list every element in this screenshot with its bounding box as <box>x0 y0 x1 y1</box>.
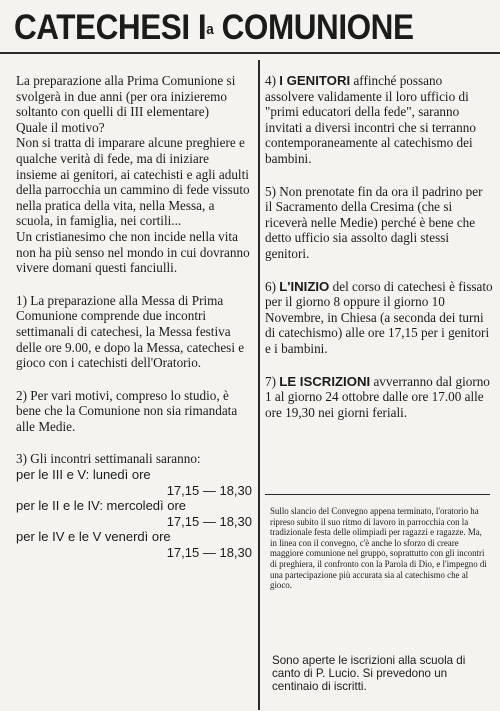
schedule-time: 17,15 — 18,30 <box>166 482 252 498</box>
schedule-label: per le IV e le V venerdì ore <box>16 529 171 545</box>
left-column <box>16 73 252 561</box>
schedule-label: per le II e le IV: mercoledì ore <box>16 498 187 514</box>
item-2: 2) Per vari motivi, compreso lo studio, è bene che la Comunione non sia rimandata alle Medie. <box>16 387 238 434</box>
schedule-time: 17,15 — 18,30 <box>166 545 252 561</box>
item-7: 7) LE ISCRIZIONI avverranno dal giorno 1 al giorno 24 ottobre dalle ore 17.00 alle ore 19,30 nei giorni feriali. <box>265 373 490 420</box>
item-5: 5) Non prenotate fin da ora il padrino per il Sacramento della Cresima (che si riceverà nelle Medie) perché è bene che detto ufficio sia assolto dagli stessi genitori. <box>265 183 483 261</box>
schedule-time-row <box>16 483 252 499</box>
column-divider <box>258 60 260 710</box>
news-box: Sullo slancio del Convegno appena terminato, l'oratorio ha ripreso subito il suo ritmo di lavoro in parrocchia con la tradizionale festa delle olimpiadi per ragazzi e ragazze. Ma, in linea con il convegno, c'è anche lo sforzo di creare maggiore comunione nel gruppo, soprattutto con gli incontri di preghiera, il confronto con la Parola di Dio, e l'impegno di una partecipazione più accurata sia al catechismo che al gioco. <box>270 506 487 591</box>
schedule-time-row <box>16 514 252 530</box>
schedule-list <box>16 467 252 561</box>
intro-text: La preparazione alla Prima Comunione si svolgerà in due anni (per ora inizieremo soltanto con quelli di III elementare) <box>16 73 236 120</box>
right-column <box>265 73 493 420</box>
box-divider <box>265 494 490 495</box>
schedule-label: per le III e V: lunedì ore <box>16 467 151 483</box>
item-6: 6) L'INIZIO del corso di catechesi è fissato per il giorno 8 oppure il giorno 10 Novembre, in Chiesa (a seconda dei turni di catechismo) alle ore 17,15 per i genitori e i bambini. <box>265 278 493 356</box>
paragraph-1: Non si tratta di imparare alcune preghiere e qualche verità di fede, ma di iniziare insieme ai genitori, ai catechisti e agli adulti della parrocchia un cammino di fede vissuto nella pratica della vita, nella Messa, a scuola, in famiglia, nei cortili... <box>16 135 250 229</box>
choir-notice: Sono aperte le iscrizioni alla scuola di canto di P. Lucio. Si prevedono un centinaio di iscritti. <box>272 654 466 693</box>
question-text: Quale il motivo? <box>16 119 105 135</box>
paragraph-2: Un cristianesimo che non incide nella vita non ha più senso nel mondo in cui dovranno vivere domani questi fanciulli. <box>16 228 250 276</box>
item-6-heading: L'INIZIO <box>279 278 330 294</box>
item-7-heading: LE ISCRIZIONI <box>279 373 371 389</box>
schedule-time-row <box>16 545 252 561</box>
page-title: CATECHESI $I^a$ COMUNIONE <box>14 8 414 47</box>
item-4-heading: I GENITORI <box>279 73 351 88</box>
item-3: 3) Gli incontri settimanali saranno: <box>16 451 201 467</box>
item-4: 4) I GENITORI affinché possano assolvere validamente il loro ufficio di "primi educatori della fede", saranno invitati a diversi incontri che si terranno contemporaneamente al catechismo dei bambini. <box>265 73 476 166</box>
schedule-time: 17,15 — 18,30 <box>166 513 252 529</box>
item-1: 1) La preparazione alla Messa di Prima Comunione comprende due incontri settimanali di catechesi, la Messa festiva delle ore 9.00, e dopo la Messa, catechesi e gioco con i catechisti dell'Oratorio. <box>16 292 245 371</box>
title-divider <box>0 52 500 54</box>
